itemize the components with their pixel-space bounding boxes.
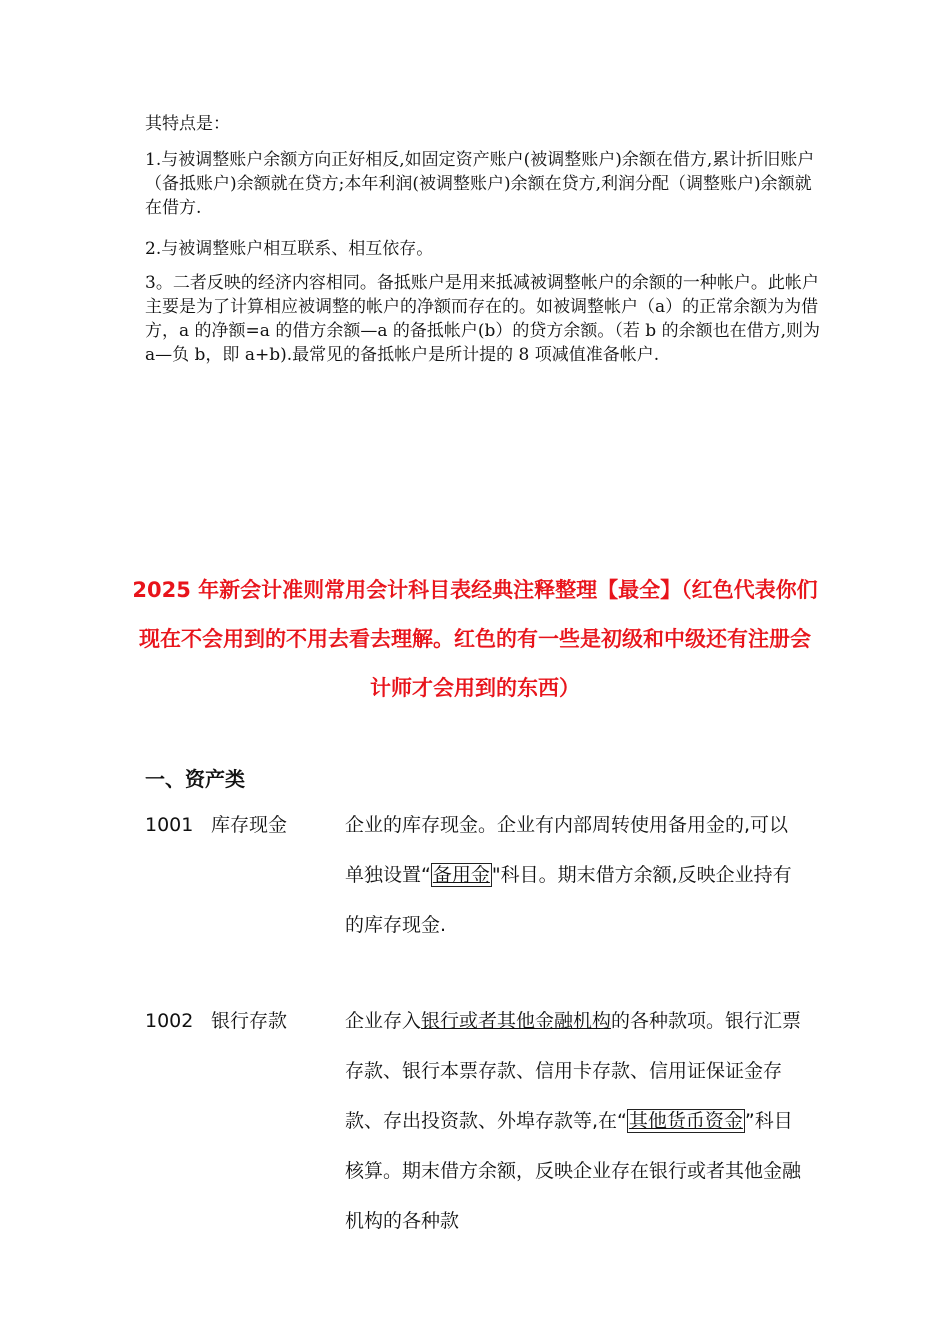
section-heading-assets: 一、资产类: [145, 767, 245, 791]
account-code: 1001: [145, 814, 194, 836]
intro-text: 2.与被调整账户相互联系、相互依存。: [145, 239, 434, 259]
boxed-term: 备用金: [432, 864, 490, 886]
desc-text: 企业的库存现金。企业有内部周转使用备用金的,可以单独设置“: [345, 814, 789, 886]
intro-point-2: [145, 237, 825, 261]
account-description: [345, 996, 807, 1246]
underlined-term: 银行或者其他金融机构: [421, 1010, 612, 1032]
account-name: 银行存款: [211, 1010, 288, 1032]
red-document-title: 2025 年新会计准则常用会计科目表经典注释整理【最全】（红色代表你们现在不会用到的不用去看去理解。红色的有一些是初级和中级还有注册会计师才会用到的东西）: [132, 578, 818, 700]
account-name: 库存现金: [211, 814, 288, 836]
account-description: [345, 800, 807, 950]
desc-text: 的各种款项。银行汇票存款、银行本票存款、信用卡存款、信用证保证金存款、存出投资款、外埠存款等,在“: [345, 1010, 802, 1132]
desc-text: 企业存入: [345, 1010, 422, 1032]
intro-text: 3。二者反映的经济内容相同。备抵账户是用来抵减被调整帐户的余额的一种帐户。此帐户主要是为了计算相应被调整的帐户的净额而存在的。如被调整帐户（a）的正常余额为为借方，a 的净额=a 的借方余额—a 的备抵帐户(b）的贷方余额。（若 b 的余额也在借方,则为 a—负 b，即 a+b).最常见的备抵帐户是所计提的 8 项减值准备帐户.: [145, 273, 820, 365]
desc-text: ”科目核算。期末借方余额，反映企业存在银行或者其他金融机构的各种款: [345, 1110, 802, 1232]
intro-text: 1.与被调整账户余额方向正好相反,如固定资产账户(被调整账户)余额在借方,累计折旧账户（备抵账户)余额就在贷方;本年利润(被调整账户)余额在贷方,利润分配（调整账户)余额就在借方.: [145, 150, 815, 218]
intro-point-3: [145, 271, 825, 367]
desc-text: "科目。期末借方余额,反映企业持有的库存现金.: [345, 864, 792, 936]
intro-text: 其特点是：: [145, 114, 230, 134]
intro-point-1: [145, 148, 825, 220]
boxed-term: 其他货币资金: [628, 1110, 743, 1132]
account-code: 1002: [145, 1010, 194, 1032]
intro-heading: [145, 112, 825, 136]
